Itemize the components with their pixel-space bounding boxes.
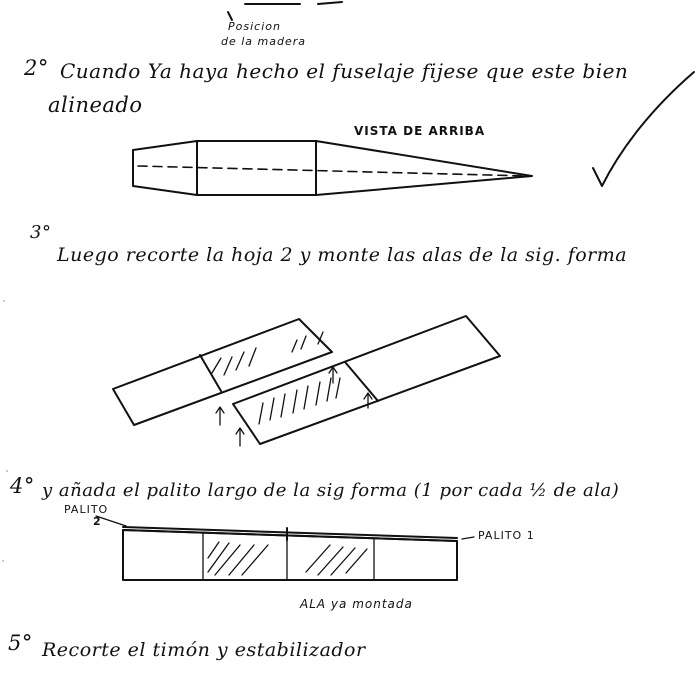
label-palito-2-word: PALITO — [64, 503, 109, 516]
step5-text: Recorte el timón y estabilizador — [42, 639, 366, 661]
step2-text-line2: alineado — [48, 93, 143, 117]
view-label: VISTA DE ARRIBA — [354, 124, 486, 138]
check-mark — [593, 72, 694, 186]
step4-text: y añada el palito largo de la sig forma (1 por cada ½ de ala) — [42, 480, 620, 501]
wing-with-stick — [96, 516, 474, 580]
previous-step-fragment — [228, 2, 342, 20]
step2-text-line1: Cuando Ya haya hecho el fuselaje fijese que este bien — [60, 59, 629, 83]
step4-number: 4° — [10, 474, 35, 498]
step5-number: 5° — [8, 631, 33, 655]
step3-number: 3° — [30, 222, 52, 243]
label-palito-2-number: 2 — [93, 515, 102, 528]
scan-noise — [6, 470, 8, 472]
wing-right-piece — [216, 316, 500, 446]
wing-left-piece — [113, 319, 332, 425]
caption-line-2: de la madera — [221, 35, 307, 48]
fuselage-top-view — [133, 141, 532, 195]
scan-noise — [2, 560, 4, 562]
label-palito-1: PALITO 1 — [478, 529, 535, 542]
step2-number: 2° — [24, 56, 49, 80]
caption-line-1: Posicion — [228, 20, 281, 33]
step3-text: Luego recorte la hoja 2 y monte las alas de la sig. forma — [57, 244, 628, 266]
scan-noise — [3, 300, 5, 302]
label-ala-montada: ALA ya montada — [300, 597, 413, 611]
